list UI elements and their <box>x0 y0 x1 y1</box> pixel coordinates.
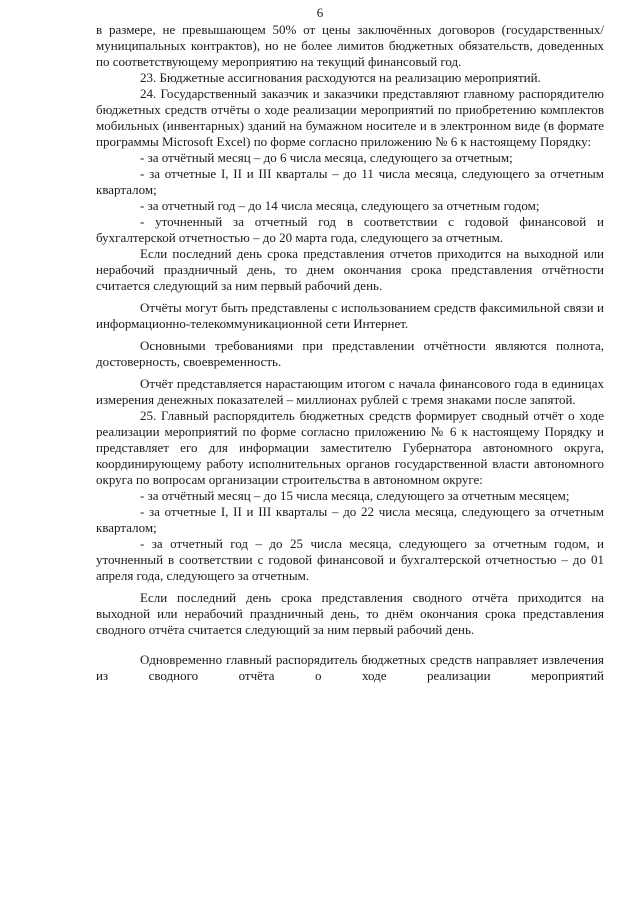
paragraph: 25. Главный распорядитель бюджетных средств формирует сводный отчёт о ходе реализации мероприятий по форме согласно приложению № 6 к настоящему Порядку и представляет его для информации заместителю Губернатора автономного округа, координирующему работу исполнительных органов государственной власти автономного округа по вопросам организации строительства в автономном округе: <box>96 408 604 487</box>
paragraph: - за отчетный год – до 14 числа месяца, следующего за отчетным годом; <box>140 198 540 213</box>
paragraph: - за отчетные I, II и III кварталы – до 11 числа месяца, следующего за отчетным кварталом; <box>96 166 604 197</box>
paragraph: Одновременно главный распорядитель бюджетных средств направляет извлечения из сводного отчёта о ходе реализации мероприятий <box>96 652 604 683</box>
paragraph: в размере, не превышающем 50% от цены заключённых договоров (государственных/муниципальных контрактов), но не более лимитов бюджетных обязательств, доведенных по соответствующему мероприятию на текущий финансовый год. <box>96 22 604 69</box>
paragraph: Отчёт представляется нарастающим итогом с начала финансового года в единицах измерения денежных показателей – миллионах рублей с тремя знаками после запятой. <box>96 376 604 407</box>
paragraph: Если последний день срока представления сводного отчёта приходится на выходной или нерабочий праздничный день, то днём окончания срока представления сводного отчёта считается следующий за ним первый рабочий день. <box>96 590 604 637</box>
paragraph: - за отчётный месяц – до 6 числа месяца, следующего за отчетным; <box>140 150 513 165</box>
paragraph: 24. Государственный заказчик и заказчики представляют главному распорядителю бюджетных средств отчёты о ходе реализации мероприятий по приобретению комплектов мобильных (инвентарных) зданий на бумажном носителе и в электронном виде (в формате программы Microsoft Excel) по форме согласно приложению № 6 к настоящему Порядку: <box>96 86 604 149</box>
paragraph: Если последний день срока представления отчетов приходится на выходной или нерабочий праздничный день, то днем окончания срока представления отчётности считается следующий за ним первый рабочий день. <box>96 246 604 293</box>
paragraph: 23. Бюджетные ассигнования расходуются на реализацию мероприятий. <box>140 70 541 85</box>
paragraph: - за отчётный месяц – до 15 числа месяца, следующего за отчетным месяцем; <box>140 488 570 503</box>
paragraph: - за отчетный год – до 25 числа месяца, следующего за отчетным годом, и уточненный в соответствии с годовой финансовой и бухгалтерской отчетностью – до 01 апреля года, следующего за отчетным. <box>96 536 604 583</box>
document-body <box>96 22 604 684</box>
paragraph: - за отчетные I, II и III кварталы – до 22 числа месяца, следующего за отчетным кварталом; <box>96 504 604 535</box>
page-number: 6 <box>316 5 324 20</box>
paragraph: - уточненный за отчетный год в соответствии с годовой финансовой и бухгалтерской отчетностью – до 20 марта года, следующего за отчетным. <box>96 214 604 245</box>
paragraph: Основными требованиями при представлении отчётности являются полнота, достоверность, своевременность. <box>96 338 604 369</box>
paragraph: Отчёты могут быть представлены с использованием средств факсимильной связи и информационно-телекоммуникационной сети Интернет. <box>96 300 604 331</box>
